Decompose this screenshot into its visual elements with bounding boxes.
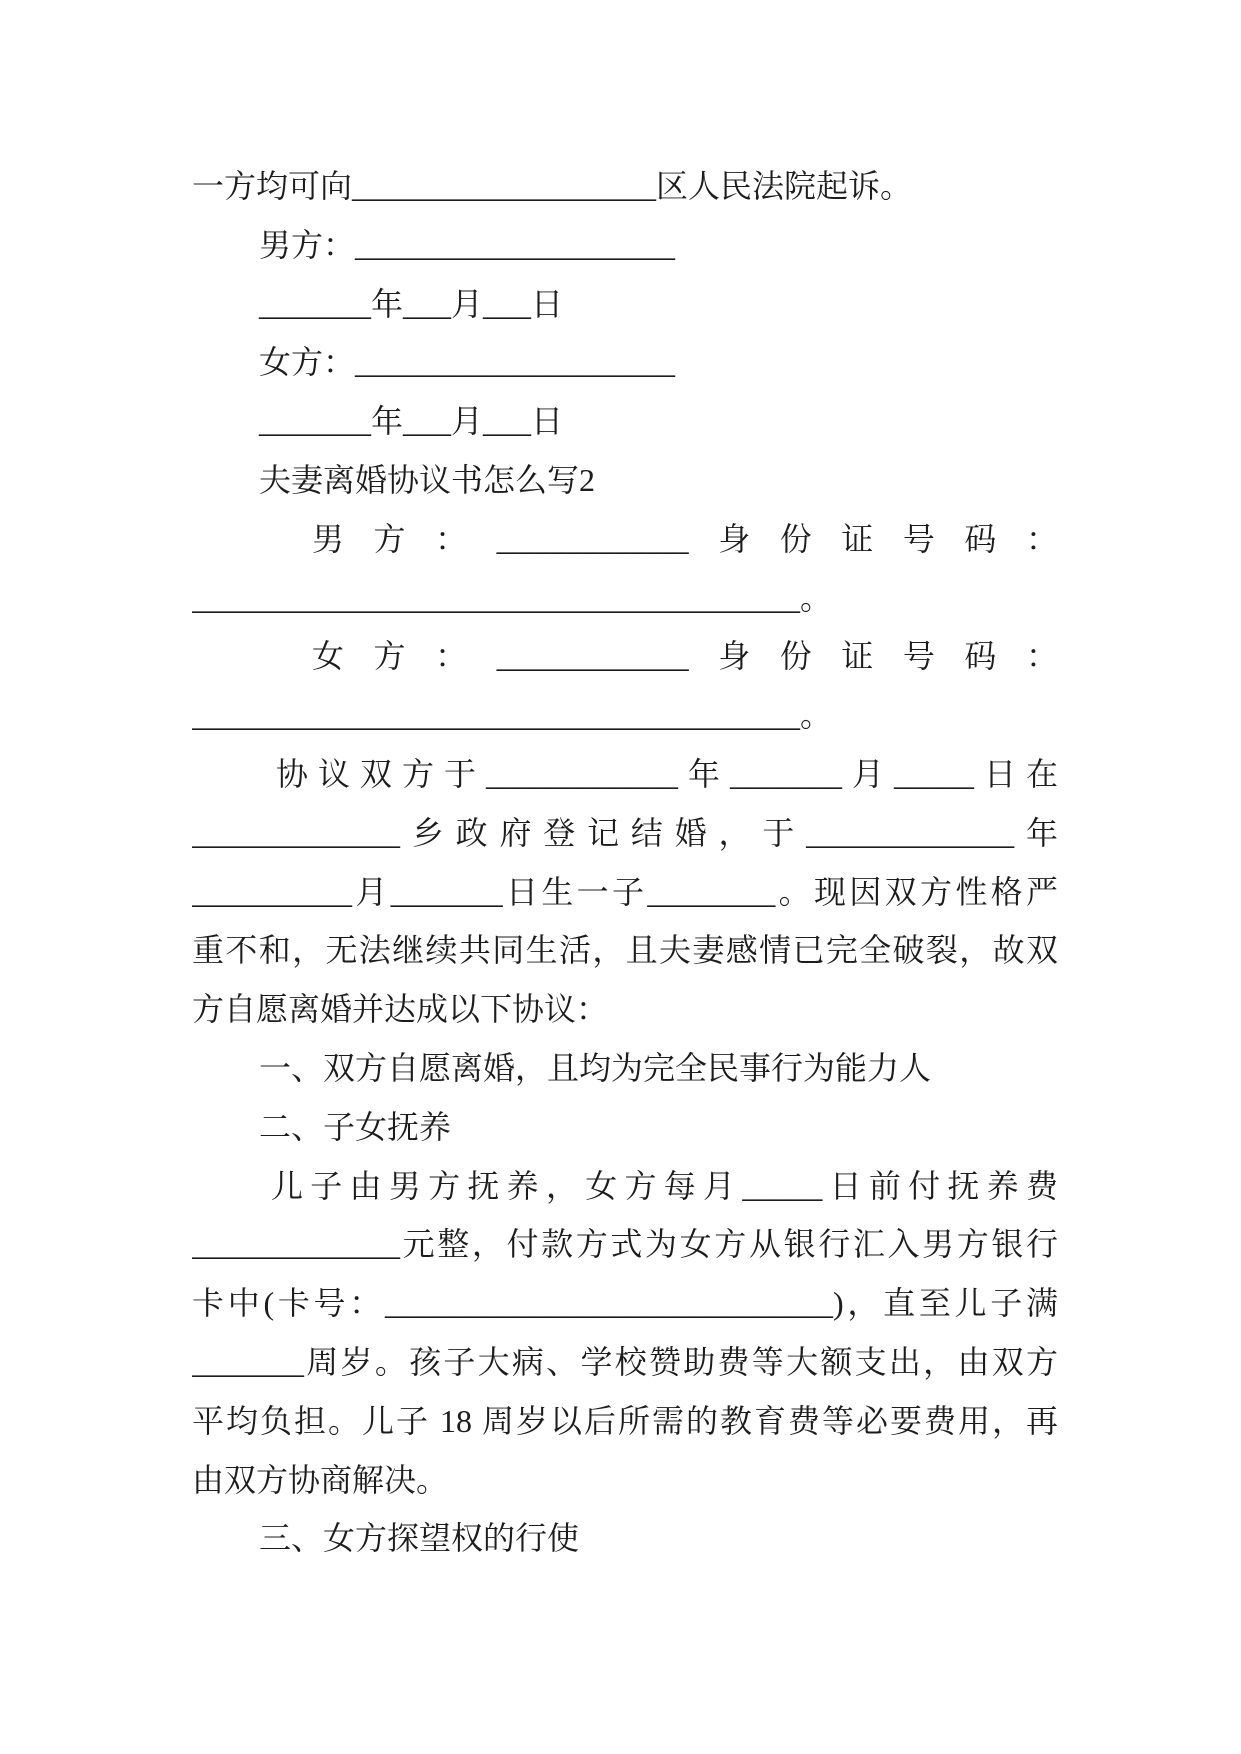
section-heading: 夫妻离婚协议书怎么写2 — [259, 461, 596, 498]
child-support-paragraph-line: 平均负担。儿子 18 周岁以后所需的教育费等必要费用，再 — [192, 1402, 1058, 1439]
female-id-line: 女方：____________身份证号码： — [312, 638, 1058, 675]
child-support-paragraph-line: _____________元整，付款方式为女方从银行汇入男方银行 — [192, 1226, 1058, 1263]
male-signature-line: 男方：____________________ — [259, 226, 676, 263]
court-clause-line: 一方均可向___________________区人民法院起诉。 — [192, 168, 913, 204]
marriage-paragraph-line: 重不和，无法继续共同生活，且夫妻感情已完全破裂，故双 — [192, 932, 1058, 969]
clause-one-heading: 一、双方自愿离婚，且均为完全民事行为能力人 — [259, 1049, 932, 1086]
document-page — [192, 157, 1058, 1568]
male-id-line: 男方：____________身份证号码： — [312, 520, 1058, 557]
child-support-paragraph-line: _______周岁。孩子大病、学校赞助费等大额支出，由双方 — [192, 1343, 1058, 1380]
marriage-paragraph-line: __________月_______日生一子________。现因双方性格严 — [192, 873, 1058, 910]
marriage-paragraph-line: 方自愿离婚并达成以下协议： — [192, 991, 609, 1028]
child-support-paragraph-line: 由双方协商解决。 — [192, 1461, 449, 1498]
female-date-line: _______年___月___日 — [259, 403, 564, 440]
child-support-paragraph-line: 儿子由男方抚养，女方每月_____日前付抚养费 — [271, 1167, 1058, 1204]
child-support-paragraph-line: 卡中(卡号：____________________________)，直至儿子满 — [192, 1285, 1058, 1322]
marriage-paragraph-line: 协议双方于____________年_______月_____日在 — [276, 755, 1058, 792]
clause-two-heading: 二、子女抚养 — [259, 1108, 452, 1145]
female-signature-line: 女方：____________________ — [259, 344, 676, 381]
female-id-blank-line: ______________________________________。 — [192, 697, 833, 734]
male-id-blank-line: ______________________________________。 — [192, 579, 833, 616]
clause-three-heading: 三、女方探望权的行使 — [259, 1520, 580, 1557]
marriage-paragraph-line: _____________乡政府登记结婚，于_____________年 — [192, 814, 1058, 851]
male-date-line: _______年___月___日 — [259, 285, 564, 322]
